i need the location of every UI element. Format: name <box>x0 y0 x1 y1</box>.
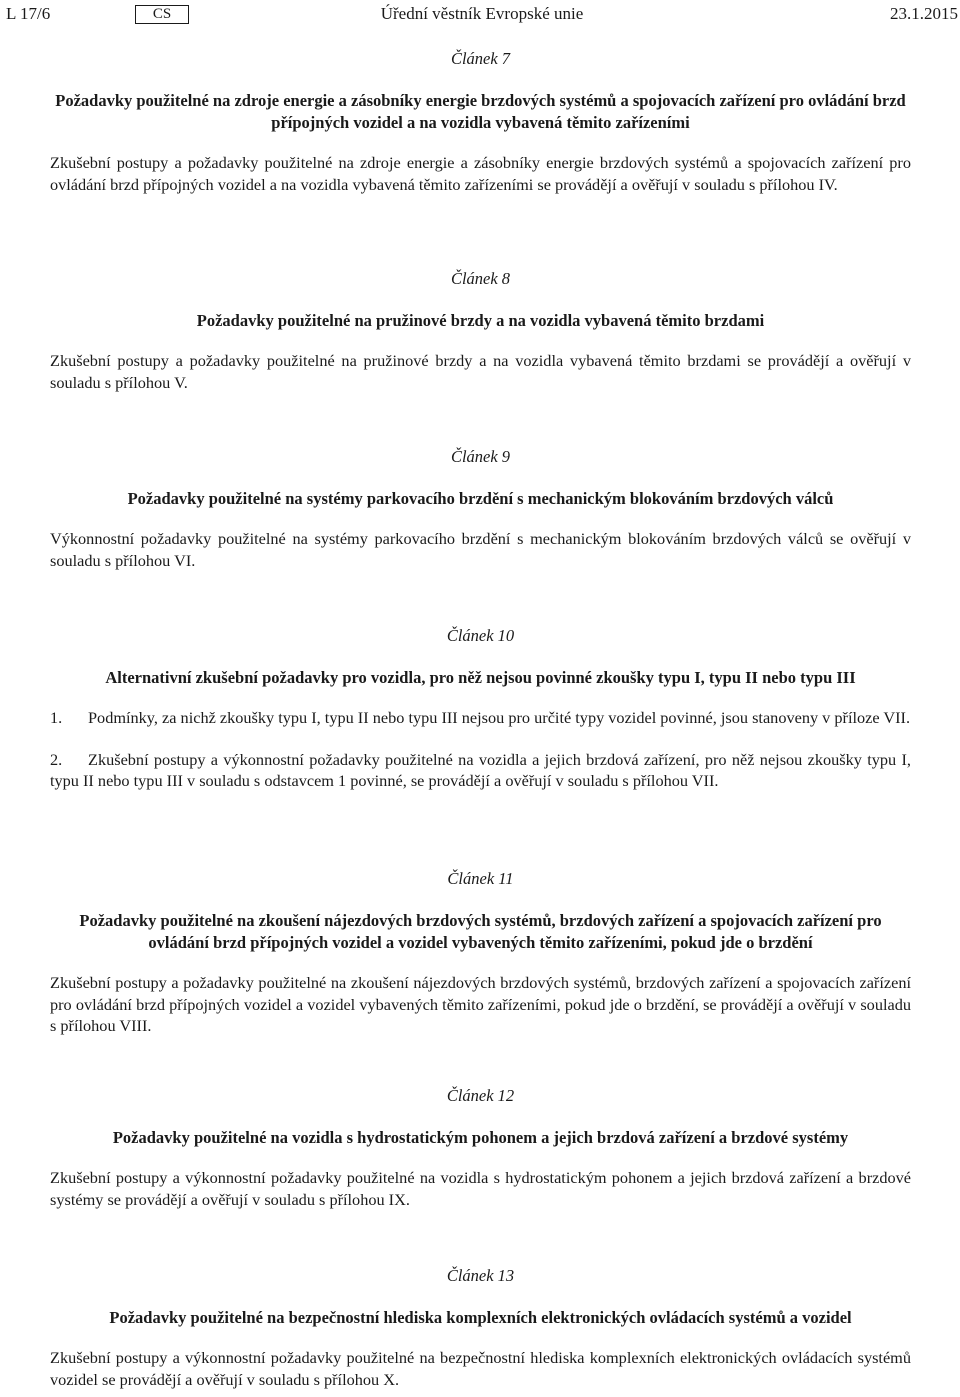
article-number: Článek 9 <box>450 447 511 466</box>
article-paragraph: Zkušební postupy a požadavky použitelné na pružinové brzdy a na vozidla vybavená těmito brzdami se provádějí a ověřují v souladu s přílohou V. <box>50 351 911 392</box>
article-number: Článek 13 <box>446 1266 515 1285</box>
article-number: Článek 12 <box>446 1086 515 1105</box>
article-title: Požadavky použitelné na vozidla s hydrostatickým pohonem a jejich brzdová zařízení a brzdové systémy <box>112 1128 849 1147</box>
paragraph-text: Podmínky, za nichž zkoušky typu I, typu II nebo typu III nejsou pro určité typy vozidel povinné, jsou stanoveny v příloze VII. <box>88 708 911 727</box>
article-paragraph: Zkušební postupy a výkonnostní požadavky použitelné na vozidla s hydrostatickým pohonem a jejich brzdová zařízení a brzdové systémy se provádějí a ověřují v souladu s přílohou IX. <box>50 1168 911 1209</box>
article-title: Požadavky použitelné na pružinové brzdy a na vozidla vybavená těmito brzdami <box>196 311 765 330</box>
article-title: Požadavky použitelné na zkoušení nájezdových brzdových systémů, brzdových zařízení a spojovacích zařízení pro ovládání brzd přípojných vozidel a vozidel vybavených těmito zařízeními, pokud jde o brzdění <box>79 911 882 952</box>
article-paragraph: Výkonnostní požadavky použitelné na systémy parkovacího brzdění s mechanickým blokováním brzdových válců se ověřují v souladu s přílohou VI. <box>50 529 911 570</box>
article-8 <box>50 268 911 393</box>
article-paragraph: Zkušební postupy a požadavky použitelné na zdroje energie a zásobníky energie brzdových systémů a spojovacích zařízení pro ovládání brzd přípojných vozidel a na vozidla vybavená těmito zařízeními se provádějí a ověřují v souladu s přílohou IV. <box>50 153 911 194</box>
article-paragraph: Zkušební postupy a požadavky použitelné na zkoušení nájezdových brzdových systémů, brzdových zařízení a spojovacích zařízení pro ovládání brzd přípojných vozidel a vozidel vybavených těmito zařízeními, pokud jde o brzdění, se provádějí a ověřují v souladu s přílohou VIII. <box>50 973 911 1035</box>
article-number: Článek 10 <box>446 626 515 645</box>
paragraph-number: 1. <box>50 708 63 727</box>
language-badge: CS <box>135 5 189 24</box>
publication-date: 23.1.2015 <box>890 4 958 23</box>
article-number: Článek 8 <box>450 269 511 288</box>
paragraph-number: 2. <box>50 749 63 769</box>
paragraph-text: Zkušební postupy a výkonnostní požadavky použitelné na vozidla a jejich brzdová zařízení, pro něž nejsou zkoušky typu I, typu II nebo typu III v souladu s odstavcem 1 povinné, se provádějí a ověřují v souladu s přílohou VII. <box>50 749 911 790</box>
article-title: Požadavky použitelné na bezpečnostní hlediska komplexních elektronických ovládacích systémů a vozidel <box>109 1308 852 1327</box>
page-header <box>6 3 958 25</box>
article-11 <box>50 868 911 1037</box>
journal-title: Úřední věstník Evropské unie <box>380 4 584 23</box>
numbered-paragraph <box>50 707 911 729</box>
article-title: Alternativní zkušební požadavky pro vozidla, pro něž nejsou povinné zkoušky typu I, typu II nebo typu III <box>105 668 856 687</box>
article-title: Požadavky použitelné na systémy parkovacího brzdění s mechanickým blokováním brzdových válců <box>127 489 834 508</box>
page-reference: L 17/6 <box>6 4 51 23</box>
article-number: Článek 11 <box>447 869 514 888</box>
article-7 <box>50 48 911 195</box>
article-13 <box>50 1265 911 1390</box>
article-12 <box>50 1085 911 1210</box>
article-10 <box>50 625 911 792</box>
article-title: Požadavky použitelné na zdroje energie a zásobníky energie brzdových systémů a spojovacích zařízení pro ovládání brzd přípojných vozidel a na vozidla vybavená těmito zařízeními <box>55 91 906 132</box>
article-number: Článek 7 <box>450 49 511 68</box>
article-paragraph: Zkušební postupy a výkonnostní požadavky použitelné na bezpečnostní hlediska komplexních elektronických ovládacích systémů vozidel se provádějí a ověřují v souladu s přílohou X. <box>50 1348 911 1389</box>
article-9 <box>50 446 911 571</box>
numbered-paragraph <box>50 749 911 792</box>
